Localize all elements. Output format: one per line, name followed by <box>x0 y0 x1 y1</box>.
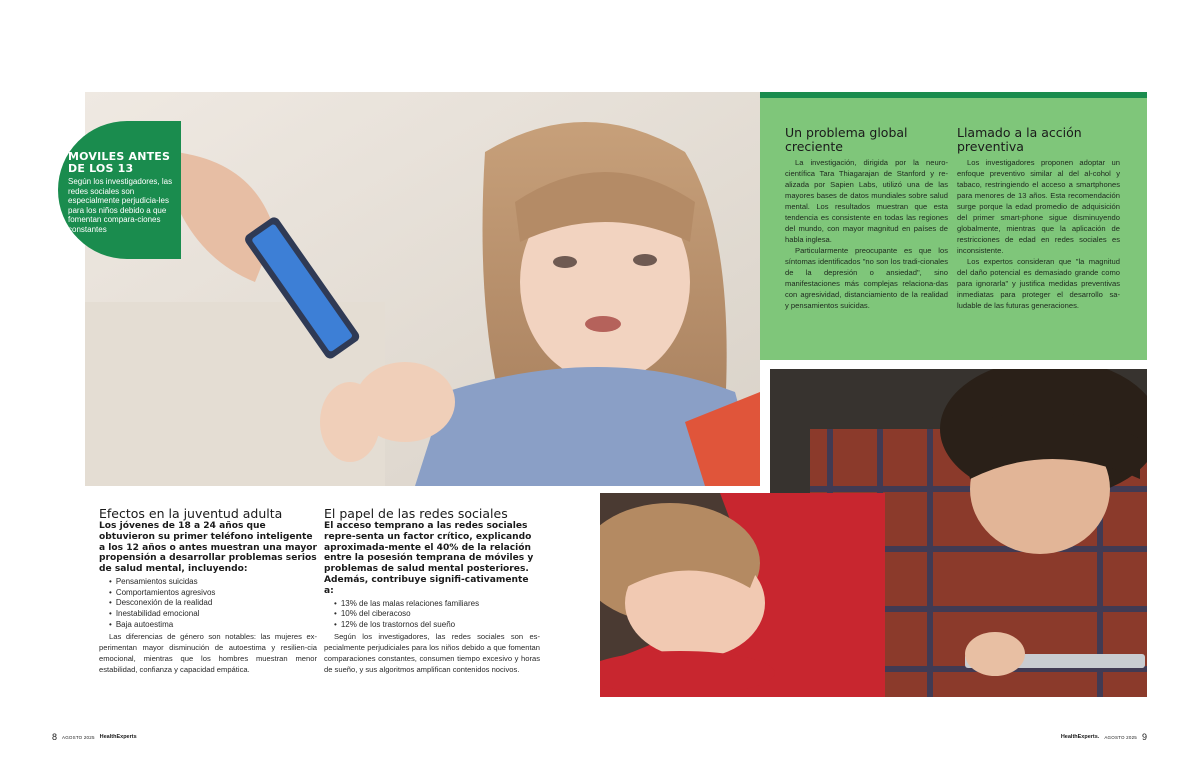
section-heading: Un problema global creciente <box>785 125 908 154</box>
lead-paragraph: El acceso temprano a las redes sociales repre-senta un factor crítico, explicando aproximada-mente el 40% de la relación entre la posesión temprana de móviles y problemas de salud mental posteriores. Además, contribuye signifi-cativamente a: <box>324 521 534 596</box>
info-panel <box>760 98 1147 360</box>
footer-right <box>1061 732 1147 742</box>
callout-title: MOVILES ANTES DE LOS 13 <box>68 150 171 175</box>
list-item: • Baja autoestima <box>109 620 317 631</box>
section-heading: El papel de las redes sociales <box>324 506 508 521</box>
section-heading: Efectos en la juventud adulta <box>99 506 283 521</box>
issue-date: AGOSTO 2025 <box>1104 734 1137 740</box>
panel-column-global-problem <box>785 126 948 311</box>
callout-bubble <box>58 121 181 259</box>
bullet-list <box>109 577 317 631</box>
list-item: • 12% de los trastornos del sueño <box>334 620 540 631</box>
paragraph: La investigación, dirigida por la neuro-científica Tara Thiagarajan de Stanford y re-alizada por Sapien Labs, utilizó una de las mayores bases de datos mundiales sobre salud mental. Los resultados muestran que esta tendencia es consistente en todas las regiones del mundo, con mayor magnitud en países de habla inglesa. <box>785 158 948 244</box>
photo-girl-lying-down <box>600 493 885 697</box>
paragraph: Los investigadores proponen adoptar un enfoque preventivo similar al del al-cohol y tabaco, restringiendo el acceso a smartphones para menores de 13 años. Esta recomendación surge porque la edad promedio de adquisición del primer smart-phone sigue disminuyendo globalmente, mientras que la aplicación de restricciones de edad en redes sociales es inconsistente. <box>957 158 1120 255</box>
page-number: 8 <box>52 732 58 742</box>
list-item: • 10% del ciberacoso <box>334 609 540 620</box>
photo-girl-with-phone <box>85 92 760 486</box>
issue-date: AGOSTO 2025 <box>62 734 95 740</box>
brand-name: HealthExperts. <box>1060 734 1100 740</box>
bullet-list <box>334 599 540 631</box>
section-heading: Llamado a la acción preventiva <box>957 125 1082 154</box>
list-item: • Pensamientos suicidas <box>109 577 317 588</box>
list-item: • Inestabilidad emocional <box>109 609 317 620</box>
callout-body: Según los investigadores, las redes sociales son especialmente perjudicia-les para los niños debido a que fomentan compara-ciones constantes <box>68 177 173 234</box>
article-column-effects <box>99 507 317 675</box>
article-column-social-media <box>324 507 540 675</box>
paragraph: Las diferencias de género son notables: las mujeres ex-perimentan mayor disminución de autoestima y resilien-cia emocional, mientras que los hombres muestran menor estabilidad, confianza y capacidad empática. <box>99 631 317 674</box>
footer-left <box>52 732 137 742</box>
page-number: 9 <box>1141 732 1147 742</box>
panel-column-preventive-action <box>957 126 1120 311</box>
brand-name: HealthExperts <box>99 734 137 740</box>
lead-paragraph: Los jóvenes de 18 a 24 años que obtuvieron su primer teléfono inteligente a los 12 años o antes muestran una mayor propensión a desarrollar problemas serios de salud mental, incluyendo: <box>99 521 318 575</box>
paragraph: Particularmente preocupante es que los síntomas identificados "no son los tradi-cionales de la depresión o ansiedad", sino manifestaciones más complejas relaciona-das con agresividad, distanciamiento de la realidad y pensamientos suicidas. <box>785 246 948 310</box>
paragraph: Los expertos consideran que "la magnitud del daño potencial es demasiado grande como para ignorarla" y justifica medidas preventivas inmediatas para proteger el desarrollo sa-ludable de las futuras generaciones. <box>957 257 1120 310</box>
paragraph: Según los investigadores, las redes sociales son es-pecialmente perjudiciales para los niños debido a que fomentan comparaciones constantes, consumen tiempo excesivo y horas de sueño, y sus algoritmos amplifican contenidos nocivos. <box>324 631 540 674</box>
list-item: • 13% de las malas relaciones familiares <box>334 599 540 610</box>
list-item: • Desconexión de la realidad <box>109 598 317 609</box>
list-item: • Comportamientos agresivos <box>109 588 317 599</box>
